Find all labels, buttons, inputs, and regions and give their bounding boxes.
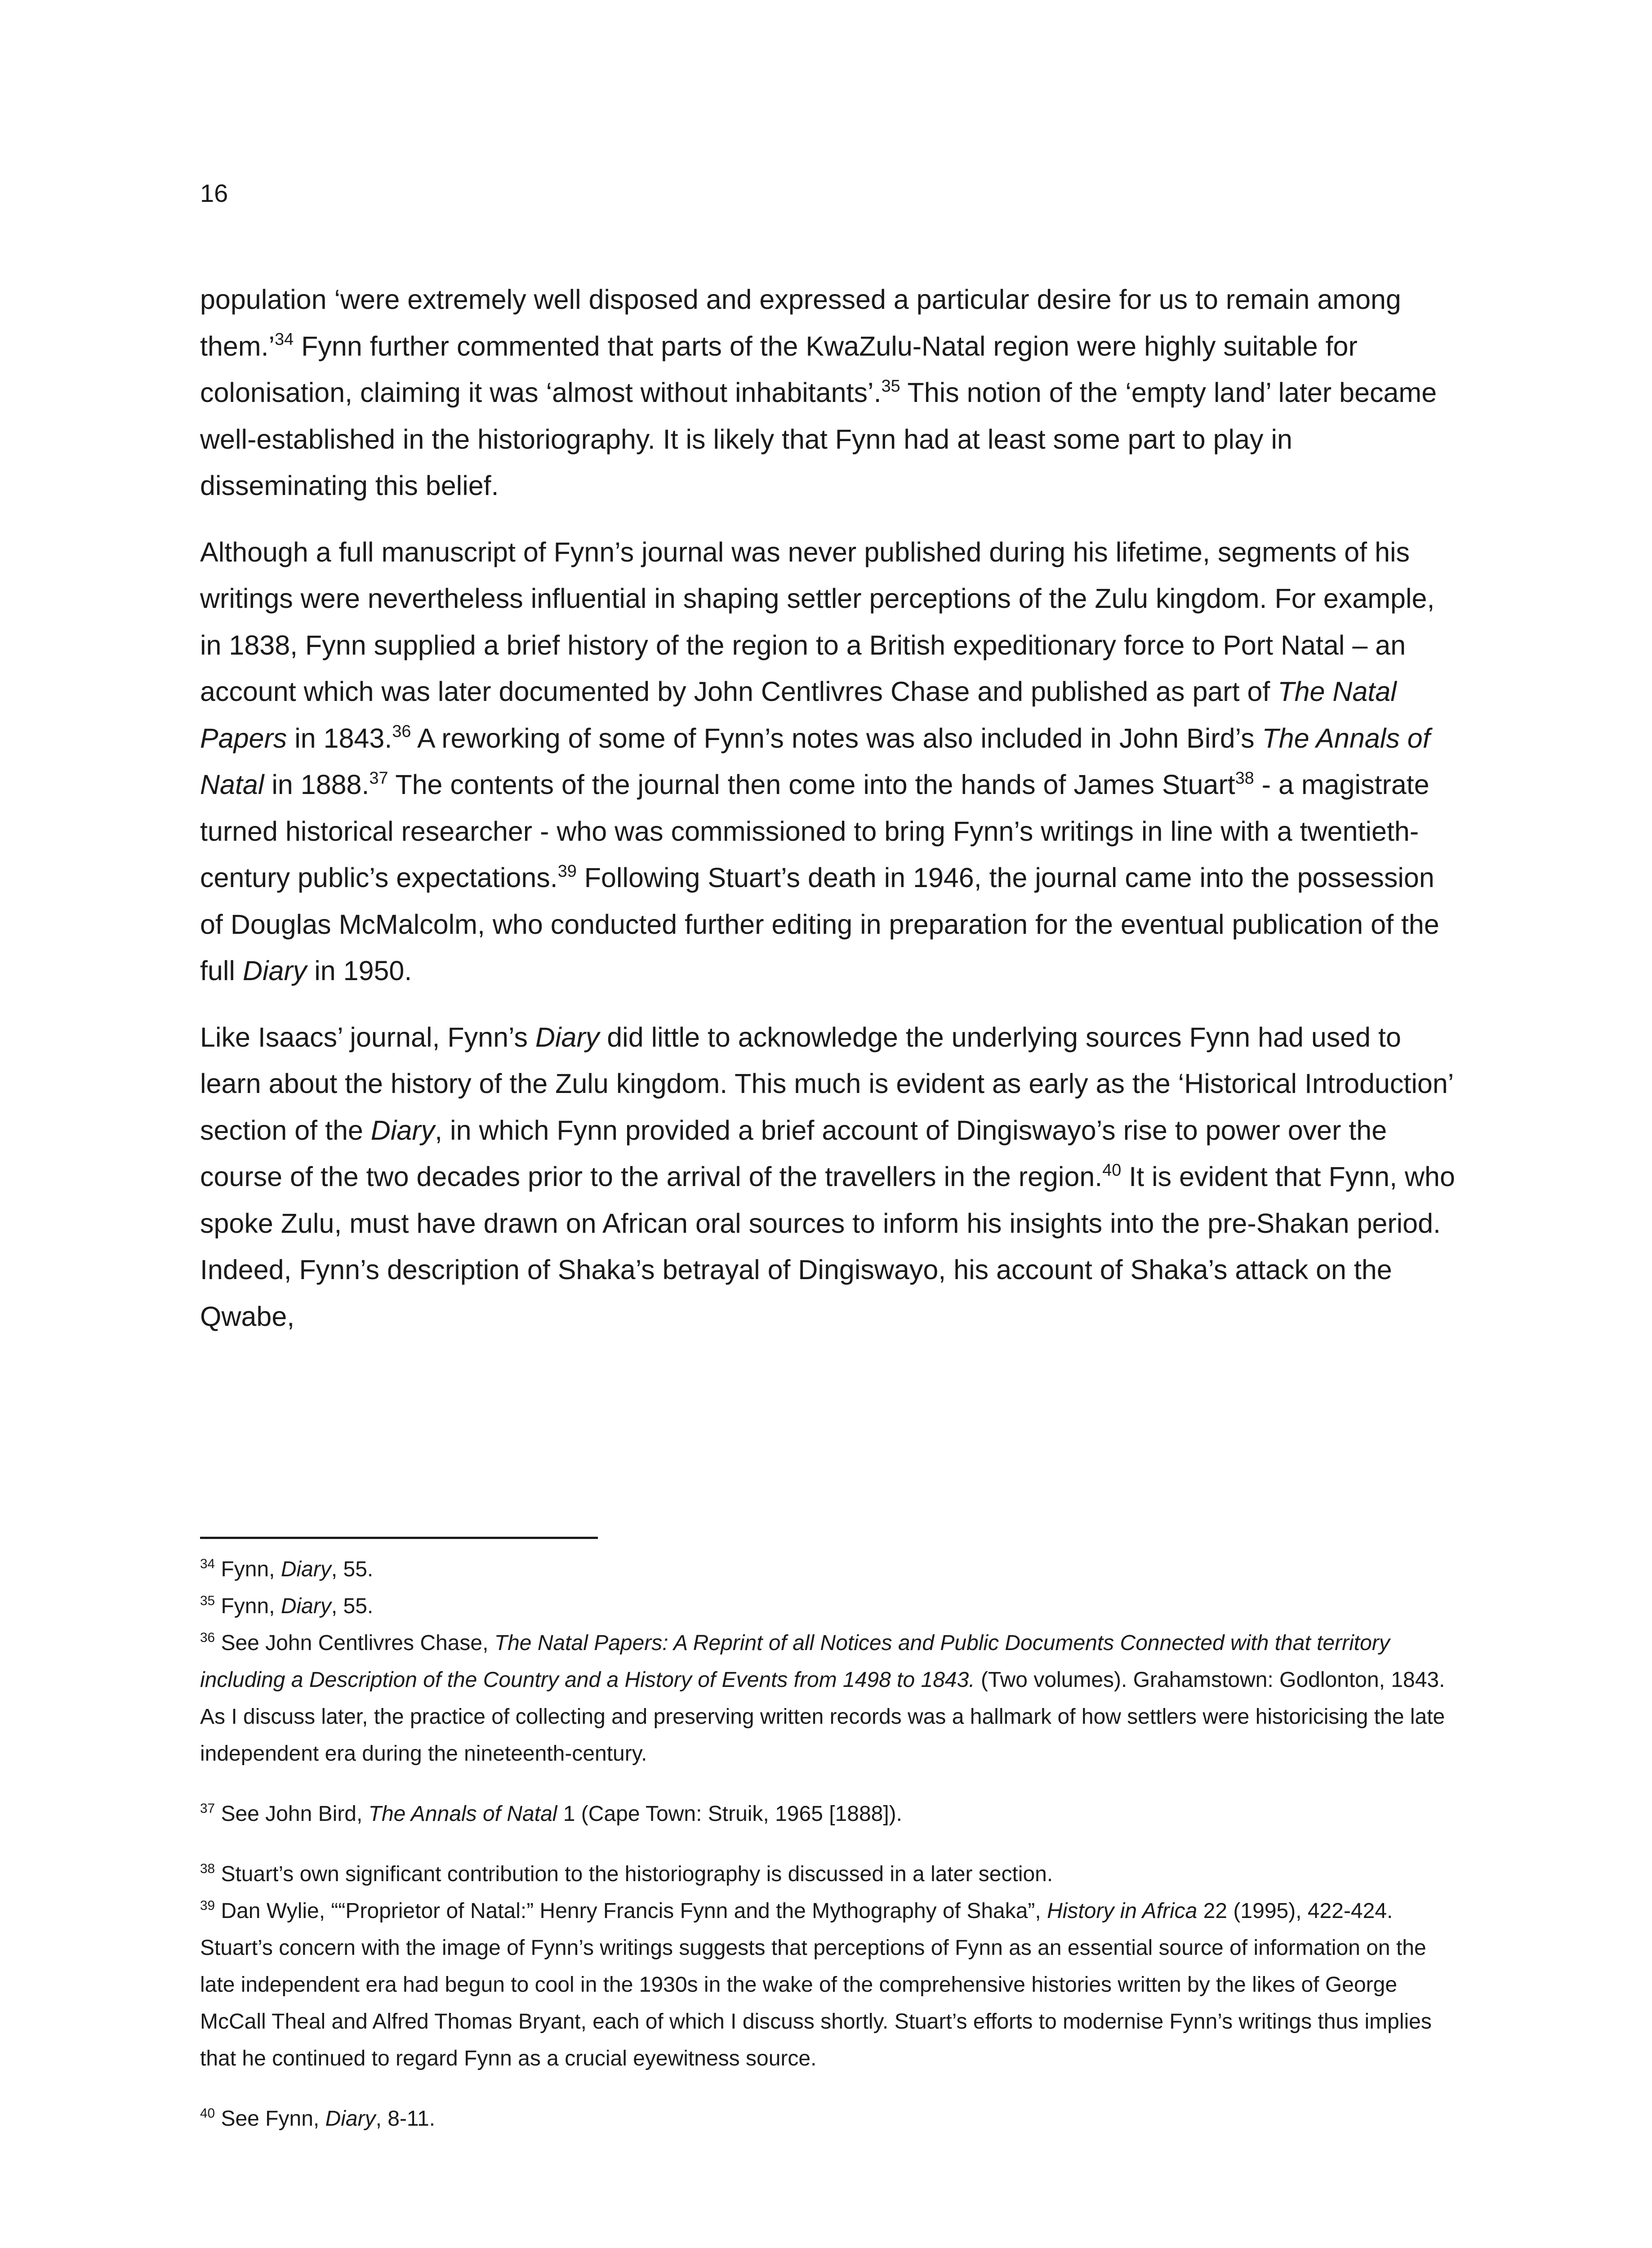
text-run: did little to acknowledge the underlying sources Fynn had used to learn about the history of the Zulu kingdom. This much is evident as early as the ‘Historical Introduction’ section of the — [200, 1021, 1453, 1146]
text-run: See Fynn, — [221, 2107, 325, 2131]
body-paragraph — [200, 1014, 1459, 1340]
footnote-reference[interactable]: 36 — [392, 722, 411, 741]
footnotes — [200, 1551, 1459, 2137]
text-run: Following Stuart’s death in 1946, the journal came into the possession of Douglas McMalcolm, who conducted further editing in preparation for the eventual publication of the full — [200, 862, 1439, 986]
text-run: See John Bird, — [221, 1802, 369, 1826]
text-run: See John Centlivres Chase, — [221, 1631, 494, 1655]
footnote-number: 40 — [200, 2105, 215, 2121]
text-run: Dan Wylie, ““Proprietor of Natal:” Henry Francis Fynn and the Mythography of Shaka”, — [221, 1899, 1047, 1923]
text-run: population ‘were extremely well disposed and expressed a particular desire for us to remain among them.’ — [200, 284, 1401, 361]
italic-text: The Annals of Natal — [200, 723, 1430, 800]
text-run: , 8-11. — [375, 2107, 436, 2131]
text-run: in 1950. — [307, 955, 412, 986]
footnote — [200, 1588, 1459, 1625]
footnote-reference[interactable]: 40 — [1102, 1160, 1122, 1180]
italic-text: Diary — [281, 1557, 331, 1581]
body-paragraph — [200, 277, 1459, 509]
text-run: Fynn, — [221, 1557, 281, 1581]
footnote-number: 39 — [200, 1898, 215, 1913]
footnote — [200, 1625, 1459, 1772]
text-run: 22 (1995), 422-424. Stuart’s concern with the image of Fynn’s writings suggests that perceptions of Fynn as an essential source of information on the late independent era had begun to cool in the 1930s in the wake of the comprehensive histories written by the likes of George McCall Theal and Alfred Thomas Bryant, each of which I discuss shortly. Stuart’s efforts to modernise Fynn’s writings thus implies that he continued to regard Fynn as a crucial eyewitness source. — [200, 1899, 1432, 2070]
footnote-reference[interactable]: 35 — [881, 376, 900, 396]
footnote-number: 38 — [200, 1861, 215, 1876]
italic-text: Diary — [242, 955, 307, 986]
text-run: The contents of the journal then come into the hands of James Stuart — [388, 769, 1235, 800]
footnote-number: 34 — [200, 1556, 215, 1571]
footnote-reference[interactable]: 39 — [557, 861, 577, 881]
body-paragraph — [200, 529, 1459, 995]
italic-text: The Natal Papers — [200, 676, 1397, 754]
text-run: A reworking of some of Fynn’s notes was also included in John Bird’s — [411, 723, 1262, 754]
italic-text: History in Africa — [1047, 1899, 1198, 1923]
text-run: Fynn, — [221, 1594, 281, 1618]
footnote — [200, 1893, 1459, 2077]
italic-text: The Natal Papers: A Reprint of all Notices and Public Documents Connected with that territory including a Description of the Country and a History of Events from 1498 to 1843. — [200, 1631, 1390, 1692]
text-run: This notion of the ‘empty land’ later became well-established in the historiography. It is likely that Fynn had at least some part to play in disseminating this belief. — [200, 377, 1437, 501]
text-run: It is evident that Fynn, who spoke Zulu, must have drawn on African oral sources to inform his insights into the pre-Shakan period. Indeed, Fynn’s description of Shaka’s betrayal of Dingiswayo, his account of Shaka’s attack on the Qwabe, — [200, 1161, 1455, 1332]
body-text — [200, 277, 1459, 1360]
text-run: (Two volumes). Grahamstown: Godlonton, 1843. As I discuss later, the practice of collecting and preserving written records was a hallmark of how settlers were historicising the late independent era during the nineteenth-century. — [200, 1668, 1445, 1766]
text-run: in 1888. — [264, 769, 370, 800]
text-run: Fynn further commented that parts of the KwaZulu-Natal region were highly suitable for colonisation, claiming it was ‘almost without inhabitants’. — [200, 330, 1358, 408]
italic-text: Diary — [281, 1594, 331, 1618]
text-run: 1 (Cape Town: Struik, 1965 [1888]). — [557, 1802, 902, 1826]
text-run: , in which Fynn provided a brief account of Dingiswayo’s rise to power over the course of the two decades prior to the arrival of the travellers in the region. — [200, 1115, 1387, 1192]
italic-text: The Annals of Natal — [368, 1802, 557, 1826]
footnote-number: 36 — [200, 1630, 215, 1645]
footnote — [200, 2101, 1459, 2137]
footnote-reference[interactable]: 34 — [275, 330, 294, 349]
text-run: , 55. — [331, 1557, 374, 1581]
footnote-number: 35 — [200, 1593, 215, 1608]
italic-text: Diary — [535, 1021, 600, 1053]
text-run: Like Isaacs’ journal, Fynn’s — [200, 1021, 535, 1053]
footnote-number: 37 — [200, 1801, 215, 1816]
italic-text: Diary — [325, 2107, 376, 2131]
italic-text: Diary — [370, 1115, 435, 1146]
text-run: - a magistrate turned historical researcher - who was commissioned to bring Fynn’s writings in line with a twentieth-century public’s expectations. — [200, 769, 1429, 893]
footnote — [200, 1551, 1459, 1588]
footnote — [200, 1856, 1459, 1893]
footnote-reference[interactable]: 37 — [369, 768, 388, 788]
footnote — [200, 1796, 1459, 1833]
text-run: Although a full manuscript of Fynn’s journal was never published during his lifetime, segments of his writings were nevertheless influential in shaping settler perceptions of the Zulu kingdom. For example, in 1838, Fynn supplied a brief history of the region to a British expeditionary force to Port Natal – an account which was later documented by John Centlivres Chase and published as part of — [200, 536, 1435, 707]
text-run: in 1843. — [287, 723, 392, 754]
footnote-separator — [200, 1537, 598, 1539]
footnote-reference[interactable]: 38 — [1235, 768, 1254, 788]
text-run: , 55. — [331, 1594, 374, 1618]
text-run: Stuart’s own significant contribution to the historiography is discussed in a later section. — [221, 1862, 1053, 1886]
page-number: 16 — [200, 179, 228, 207]
